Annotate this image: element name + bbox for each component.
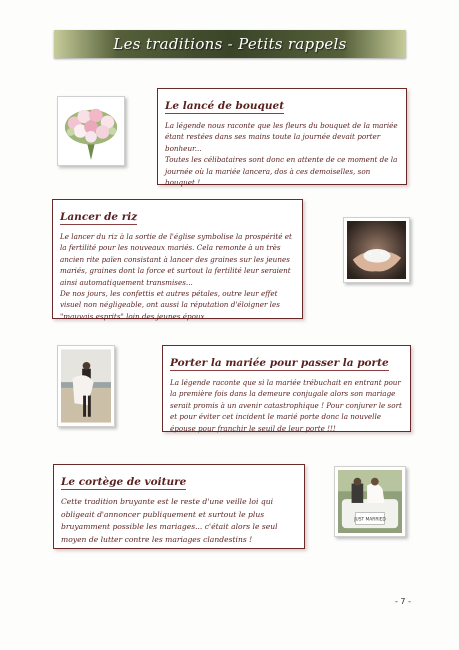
bouquet-photo — [57, 96, 125, 166]
section-porter-mariee — [162, 345, 411, 432]
section-riz — [52, 199, 303, 319]
car-photo — [334, 466, 406, 537]
section-title: Le cortège de voiture — [61, 476, 187, 488]
rice-hands-photo — [343, 217, 410, 283]
section-title: Lancer de riz — [60, 211, 138, 223]
section-bouquet — [157, 88, 407, 188]
car-plate-text: JUST MARRIED — [354, 517, 386, 523]
couple-beach-photo — [57, 345, 115, 427]
section-cortege — [53, 464, 305, 549]
page-number: - 7 - — [395, 597, 411, 606]
section-title: Porter la mariée pour passer la porte — [170, 357, 389, 369]
page-title-banner — [54, 30, 406, 58]
section-text: La légende nous raconte que les fleurs du bouquet de la mariée étant restées dans ses mains toute la journée devait porter bonheur... Toutes les célibataires sont donc en attente de ce moment de la journée où la mariée lancera, dos à ces demoiselles, son bouquet ! — [165, 121, 398, 188]
page-title: Les traditions - Petits rappels — [113, 35, 347, 53]
section-text: Le lancer du riz à la sortie de l'église symbolise la prospérité et la fertilité pour les nouveaux mariés. Cela remonte à un très ancien rite païen consistant à lancer des graines sur les jeunes mariés, graines dont la force et surtout la fertilité leur seraient ainsi automatiquement transmises... De nos jours, les confettis et autres pétales, outre leur effet visuel non négligeable, ont aussi la réputation d'éloigner les "mauvais esprits" loin des jeunes époux — [60, 232, 292, 321]
section-title: Le lancé de bouquet — [165, 100, 285, 112]
section-text: Cette tradition bruyante est le reste d'une veille loi qui obligeait d'annoncer publiquement et surtout le plus bruyamment possible les mariages... c'était alors le seul moyen de lutter contre les mariages clandestins ! — [61, 497, 278, 544]
section-text: La légende raconte que si la mariée trébuchait en entrant pour la première fois dans la demeure conjugale alors son mariage serait promis à un avenir catastrophique ! Pour conjurer le sort et pour éviter cet incident le marié porte donc la nouvelle épouse pour franchir le seuil de leur porte !!! — [170, 378, 402, 433]
